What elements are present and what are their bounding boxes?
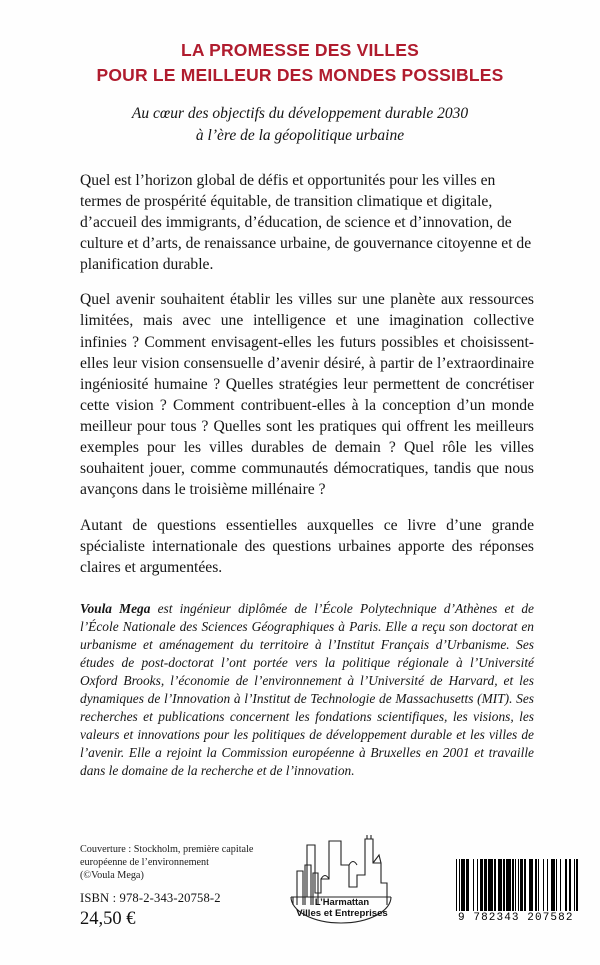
author-bio (80, 600, 534, 780)
blurb-paragraph-2: Quel avenir souhaitent établir les villes sur une planète aux ressources limitées, mais avec une intelligence et une imagination collective infinies ? Comment envisagent-elles les futurs possibles et choisissent-elles leur vision consensuelle d’avenir désiré, à partir de l’extraordinaire ingéniosité humaine ? Quelles stratégies leur permettent de concrétiser cette vision ? Comment contribuent-elles à la conception d’un monde meilleur pour tous ? Quelles sont les pratiques qui offrent les meilleurs exemples pour les villes durables de demain ? Quel rôle les villes souhaitent jouer, comme communautés démocratiques, tandis que nous avançons dans le troisième millénaire ? (80, 291, 534, 499)
author-bio-text: est ingénieur diplômée de l’École Polytechnique d’Athènes et de l’École Nationale des Sciences Géographiques à Paris. Elle a reçu son doctorat en urbanisme et aménagement du territoire à l’Institut Français d’Urbanisme. Ses études de post-doctorat l’ont portée vers la politique régionale à l’Université Oxford Brooks, l’économie de l’environnement à l’Université de Harvard, et les dynamiques de l’Innovation à l’Institut de Technologie de Massachusetts (MIT). Ses recherches et publications concernent les fondations scientifiques, les visions, les valeurs et innovations pour les politiques de développement durable et les villes de l’avenir. Elle a rejoint la Commission européenne à Bruxelles en 2001 et travaille dans le domaine de la recherche et de l’innovation. (80, 600, 534, 779)
cover-credit-line-3: (©Voula Mega) (80, 870, 144, 882)
publisher-name: L’Harmattan (314, 896, 370, 907)
subtitle-line-1: Au cœur des objectifs du développement durable 2030 (131, 104, 469, 122)
subtitle-line-2: à l’ère de la géopolitique urbaine (195, 127, 405, 145)
page-title (0, 38, 600, 88)
price-text: 24,50 € (80, 909, 136, 929)
barcode (456, 859, 578, 924)
blurb (80, 148, 534, 578)
author-name: Voula Mega (80, 600, 151, 616)
cover-credit-line-2: européenne de l’environnement (80, 857, 209, 869)
title-block (0, 0, 600, 148)
harmattan-skyline-icon (283, 835, 401, 930)
barcode-bars (456, 859, 578, 911)
isbn-text: ISBN : 978-2-343-20758-2 (80, 891, 221, 905)
subtitle (0, 103, 600, 148)
title-line-1: LA PROMESSE DES VILLES (180, 40, 420, 60)
cover-credit (80, 843, 295, 882)
blurb-paragraph-3: Autant de questions essentielles auxquelles ce livre d’une grande spécialiste internationale des questions urbaines apporte des réponses claires et argumentées. (80, 516, 534, 576)
cover-credit-line-1: Couverture : Stockholm, première capitale (80, 844, 254, 855)
publisher-logo (283, 835, 401, 930)
footer (0, 835, 600, 965)
blurb-paragraph-1: Quel est l’horizon global de défis et opportunités pour les villes en termes de prospérité équitable, de transition climatique et digitale, d’accueil des immigrants, d’éducation, de science et d’innovation, de culture et d’arts, de renaissance urbaine, de gouvernance citoyenne et de planification durable. (80, 171, 532, 274)
barcode-digits: 9 782343 207582 (458, 912, 574, 924)
publisher-collection: Villes et Entreprises (296, 908, 388, 919)
title-line-2: POUR LE MEILLEUR DES MONDES POSSIBLES (96, 64, 504, 85)
